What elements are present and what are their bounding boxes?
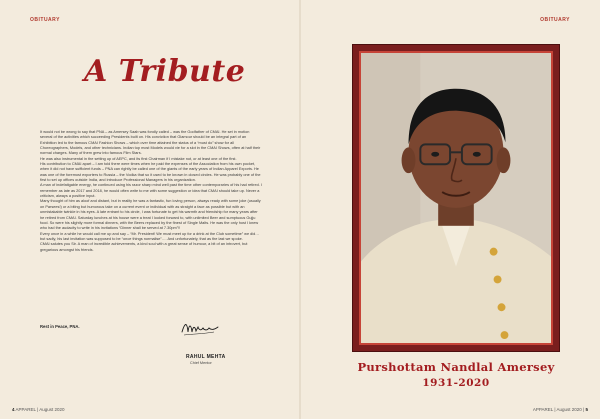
- article-paragraph: A man of indefatigable energy, he continued using his razor sharp mind well past the time other contemporaries of his had retired. I remember as late as 2017 and 2018, he would often write to me with some suggestion or idea that CMAI should take up. Never a criticism, always a positive input.: [40, 183, 262, 199]
- closing-line: Rest in Peace, PNA.: [40, 324, 80, 329]
- article-paragraph: His contribution to CMAI apart – I am told there were times when he paid the expenses of the Association from his own pocket, when it did not have sufficient funds – PNA can rightly be called one of the giants of the early years of Indian Apparel Exports. He was one of the foremost exporters to Russia – the Vodka that so it used to be known in closed circles. He was probably one of the first to set up offices outside India, and introduce Professional Managers in his organization.: [40, 162, 261, 183]
- page-footer: [12, 407, 64, 412]
- signature-image: [180, 318, 220, 338]
- article-paragraph: He was also instrumental in the setting up of AEPC, and its first Chairman if I mistake not, or at least one of the first.: [40, 156, 237, 161]
- page-number: 4: [12, 407, 15, 412]
- footer-text: APPAREL | August 2020 |: [532, 407, 585, 412]
- memorial-name: Purshottam Nandlal Amersey: [357, 360, 555, 374]
- portrait-photo: [359, 51, 553, 345]
- page-number: 5: [585, 407, 588, 412]
- article-paragraph: CMAI salutes you Sir. A man of incredible achievements, a kind soul with a great sense of humour, a bit of an introvert, but gregarious amongst his friends.: [40, 242, 248, 252]
- signatory-role: Chief Mentor: [190, 361, 212, 365]
- footer-text: APPAREL | August 2020: [15, 407, 65, 412]
- memorial-years: 1931-2020: [422, 377, 490, 389]
- article-paragraph: It would not be wrong to say that PNA – as Amersey Saab was fondly called – was the Godfather of CMAI. He set in motion several of the activities which succeeding Presidents built on. His conviction that Glamour should be an integral part of an Exhibition led to the famous CMAI Fashion Shows – which over time attained the status of a “must do” show for all Choreographers, Models, and other technicians. Indian top most Models would vie for a slot in the CMAI Shows, often at half their normal charges. Many of them grew into famous Film Stars.: [40, 130, 261, 156]
- page-title: A Tribute: [84, 54, 246, 89]
- article-paragraph: Many thought of him as aloof and distant, but in reality he was a fantastic, fun loving person, always ready with some joke (usually on Parsees!) or a biting but humorous take on a current event or individual with as straight a face as possible but with an unmistakable twinkle in his eyes. A late entrant to his circle, I was fortunate to get his warmth and friendship for many years after he retired from CMAI. Saturday lunches at his house were a treat I looked forward to, with unlimited Beer and sumptuous Gujju food. So were his slightly more formal dinners, with the Beers replaced by the finest of Single Malts. He was the only host I knew who had the audacity to write in his invitations “Dinner shall be served at 7.30pm”!!: [40, 199, 261, 231]
- page-footer: [533, 407, 588, 412]
- portrait-illustration: [361, 53, 551, 343]
- article-body: [40, 130, 262, 253]
- signatory-name: RAHUL MEHTA: [186, 354, 226, 360]
- article-paragraph: Every once in a while he would call me up and say – “Mr. President! We must meet up for a drink at the Club sometime” we did… but sadly, his last invitation was supposed to be “once things normalise”…. And unfortunately, that as the last we spoke.: [40, 231, 260, 241]
- portrait-frame: [352, 44, 560, 352]
- right-page: [300, 0, 600, 419]
- section-tag: OBITUARY: [30, 17, 60, 23]
- section-tag: OBITUARY: [540, 17, 570, 23]
